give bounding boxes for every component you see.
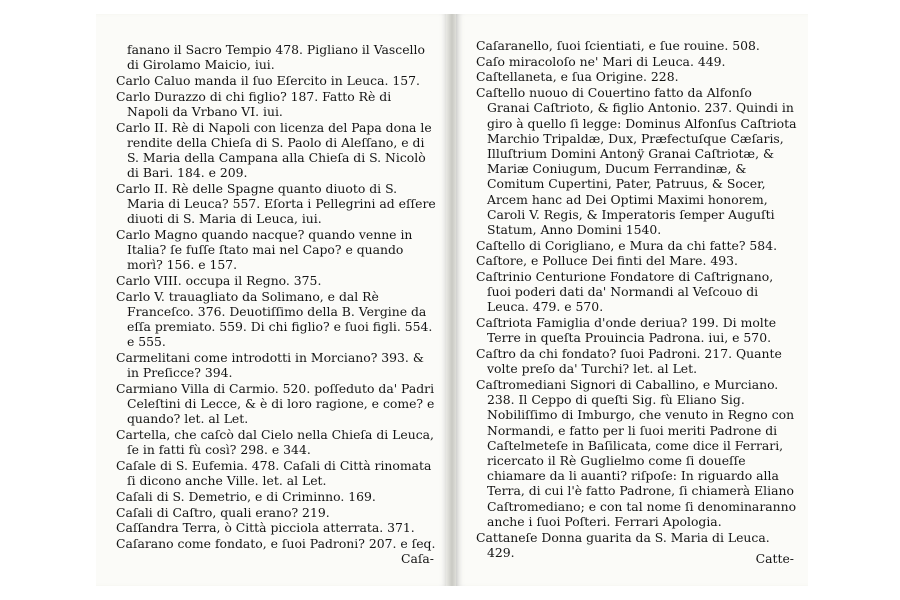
catchword: Caſa- (400, 551, 434, 566)
left-page (96, 14, 448, 586)
index-entry: Caſo miracoloſo ne' Mari di Leuca. 449. (476, 53, 726, 69)
left-page-entries (96, 14, 448, 551)
index-entry: Caſtore, e Polluce Dei finti del Mare. 493. (476, 253, 738, 269)
index-entry: Caſaranello, ſuoi ſcientiati, e ſue rouine. 508. (476, 38, 760, 53)
index-entry: Carlo V. trauagliato da Solimano, e dal Rè Franceſco. 376. Deuotiſſimo della B. Vergine da eſſa premiato. 559. Di chi figlio? e ſuoi figli. 554. e 555. (116, 288, 433, 350)
index-entry: Carlo Caluo manda il ſuo Eſercito in Leuca. 157. (116, 72, 420, 88)
index-entry: Carlo II. Rè delle Spagne quanto diuoto di S. Maria di Leuca? 557. Eſorta i Pellegrini ad eſſere diuoti di S. Maria di Leuca, iui. (116, 180, 436, 227)
index-entry: Carlo VIII. occupa il Regno. 375. (116, 273, 322, 289)
index-entry: Caſali di Caſtro, quali erano? 219. (116, 504, 330, 520)
right-page (456, 14, 808, 586)
index-entry: fanano il Sacro Tempio 478. Pigliano il Vascello di Girolamo Maicio, iui. (127, 42, 425, 73)
index-entry: Caſale di S. Eufemia. 478. Caſali di Città rinomata ſi dicono anche Ville. let. al Let. (116, 457, 432, 489)
index-entry: Carmelitani come introdotti in Morciano? 393. & in Preſicce? 394. (116, 350, 424, 381)
index-entry: Caſali di S. Demetrio, e di Criminno. 169. (116, 488, 376, 504)
index-entry: Caſtellaneta, e ſua Origine. 228. (476, 69, 679, 85)
index-entry: Carmiano Villa di Carmio. 520. poſſeduto da' Padri Celeſtini di Lecce, & è di loro ragione, e come? e quando? let. al Let. (116, 380, 435, 427)
index-entry: Caſarano come fondato, e ſuoi Padroni? 207. e ſeq. (116, 536, 436, 551)
index-entry: Caſtrinio Centurione Fondatore di Caſtrignano, ſuoi poderi dati da' Normandi al Veſcouo di Leuca. 479. e 570. (476, 269, 774, 315)
index-entry: Caſtriota Famiglia d'onde deriua? 199. Di molte Terre in queſta Prouincia Padrona. iui, e 570. (476, 315, 777, 346)
index-entry: Caſtromediani Signori di Caballino, e Murciano. 238. Il Ceppo di queſti Sig. fù Eliano Sig. Nobiliſſimo di Imburgo, che venuto in Regno con Normandi, e fatto per li ſuoi meriti Padrone di Caſtelmeteſe in Baſilicata, come dice il Ferrari, ricercato il Rè Guglielmo come ſi doueſſe chiamare da li auanti? riſpoſe: In riguardo alla Terra, di cui l'è fatto Padrone, ſi chiamerà Eliano Caſtromediano; e con tal nome ſi denominaranno anche i ſuoi Poſteri. Ferrari Apologia. (476, 376, 797, 529)
index-entry: Carlo Magno quando nacque? quando venne in Italia? ſe fuſſe ſtato mai nel Capo? e quando morì? 156. e 157. (116, 226, 413, 273)
index-entry: Cartella, che caſcò dal Cielo nella Chieſa di Leuca, ſe in fatti fù così? 298. e 344. (116, 427, 434, 458)
index-entry: Caſtello nuouo di Couertino fatto da Alfonſo Granai Caſtrioto, & figlio Antonio. 237. Quindi in giro à quello ſi legge: Dominus Alfonſus Caſtriota Marchio Tripaldæ, Dux, Præfectuſque Cæſaris, Illuſtrium Domini Antonÿ Granai Caſtriotæ, & Mariæ Coniugum, Ducum Ferrandinæ, & Comitum Cupertini, Pater, Patruus, & Socer, Arcem hanc ad Dei Optimi Maximi honorem, Caroli V. Regis, & Imperatoris ſemper Auguſti Statum, Anno Domini 1540. (476, 85, 797, 237)
right-page-entries (456, 14, 808, 560)
index-entry: Carlo II. Rè di Napoli con licenza del Papa dona le rendite della Chieſa di S. Paolo di Aleſſano, e di S. Maria della Campana alla Chieſa di S. Nicolò di Bari. 184. e 209. (116, 119, 432, 181)
index-entry: Caſſandra Terra, ò Città picciola atterrata. 371. (116, 520, 415, 536)
index-entry: Caſtello di Corigliano, e Mura da chi fatte? 584. (476, 237, 778, 253)
index-entry: Caſtro da chi fondato? ſuoi Padroni. 217. Quante volte preſo da' Turchi? let. al Let. (476, 346, 782, 377)
catchword: Catte- (755, 551, 794, 566)
index-entry: Cattaneſe Donna guarita da S. Maria di Leuca. 429. (476, 529, 770, 560)
index-entry: Carlo Durazzo di chi figlio? 187. Fatto Rè di Napoli da Vrbano VI. iui. (116, 88, 392, 119)
